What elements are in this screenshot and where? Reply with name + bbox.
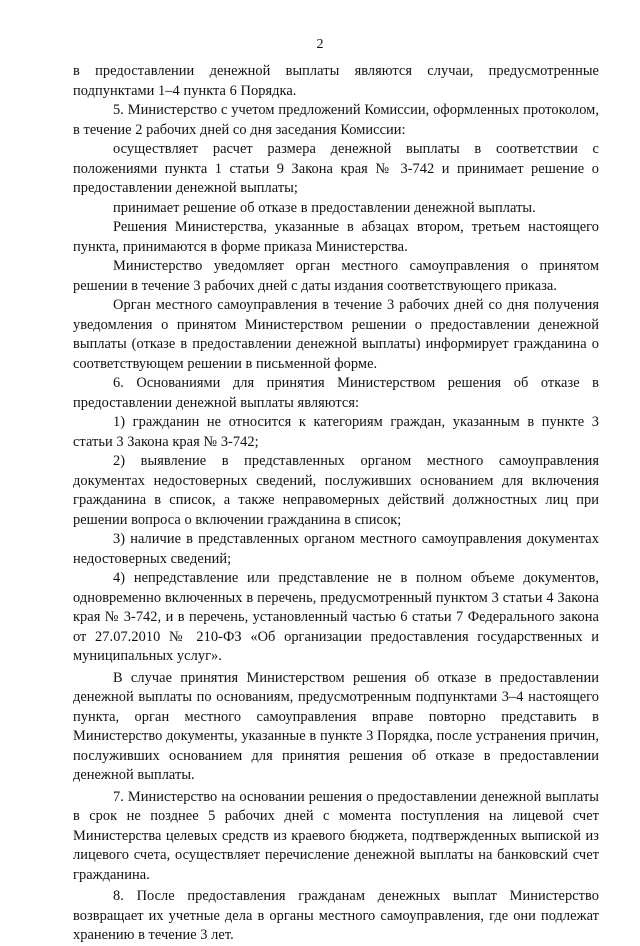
paragraph-item-8: 8. После предоставления гражданам денежных выплат Министерство возвращает их учетные дела в органы местного самоуправления, где они подлежат хранению в течение 3 лет. [73, 888, 599, 943]
paragraph-order-form: Решения Министерства, указанные в абзацах втором, третьем настоящего пункта, принимаются в форме приказа Министерства. [73, 219, 599, 255]
document-body [73, 62, 599, 946]
paragraph-notify-authority: Министерство уведомляет орган местного самоуправления о принятом решении в течение 3 рабочих дней с даты издания соответствующего приказа. [73, 258, 599, 294]
paragraph-subitem-2: 2) выявление в представленных органом местного самоуправления документах недостоверных сведений, послуживших основанием для включения гражданина в список, а также неправомерных действий должностных лиц при решении вопроса о включении гражданина в список; [73, 453, 599, 528]
paragraph-subitem-1: 1) гражданин не относится к категориям граждан, указанным в пункте 3 статьи 3 Закона края № 3-742; [73, 414, 599, 450]
paragraph-inform-citizen: Орган местного самоуправления в течение 3 рабочих дней со дня получения уведомления о принятом Министерством решении о предоставлении денежной выплаты (отказе в предоставлении денежной выплаты) информирует гражданина о соответствующем решении в письменной форме. [73, 297, 599, 372]
paragraph-refusal-decision: принимает решение об отказе в предоставлении денежной выплаты. [113, 199, 536, 216]
paragraph-item-5: 5. Министерство с учетом предложений Комиссии, оформленных протоколом, в течение 2 рабочих дней со дня заседания Комиссии: [73, 102, 599, 138]
paragraph-subitem-3: 3) наличие в представленных органом местного самоуправления документах недостоверных сведений; [73, 531, 599, 567]
paragraph-resubmission: В случае принятия Министерством решения об отказе в предоставлении денежной выплаты по основаниям, предусмотренным подпунктами 3–4 настоящего пункта, орган местного самоуправления вправе повторно представить в Министерство документы, указанные в пункте 3 Порядка, после устранения причин, послуживших основанием для принятия решения об отказе в предоставлении денежной выплаты. [73, 669, 599, 783]
paragraph-continuation: в предоставлении денежной выплаты являются случаи, предусмотренные подпунктами 1–4 пункта 6 Порядка. [73, 63, 599, 99]
paragraph-subitem-4: 4) непредставление или представление не в полном объеме документов, одновременно включенных в перечень, предусмотренный пунктом 3 статьи 4 Закона края № 3-742, и в перечень, установленный частью 6 статьи 7 Федерального закона от 27.07.2010 № 210-ФЗ «Об организации предоставления государственных и муниципальных услуг». [73, 570, 599, 664]
paragraph-item-6: 6. Основаниями для принятия Министерством решения об отказе в предоставлении денежной выплаты являются: [73, 375, 599, 411]
paragraph-item-7: 7. Министерство на основании решения о предоставлении денежной выплаты в срок не позднее 5 рабочих дней с момента поступления на лицевой счет Министерства целевых средств из краевого бюджета, подтвержденных выпиской из лицевого счета, осуществляет перечисление денежной выплаты на банковский счет гражданина. [73, 788, 599, 883]
page-number: 2 [316, 37, 324, 52]
paragraph-calc-payment: осуществляет расчет размера денежной выплаты в соответствии с положениями пункта 1 статьи 9 Закона края № 3-742 и принимает решение о предоставлении денежной выплаты; [73, 141, 599, 196]
